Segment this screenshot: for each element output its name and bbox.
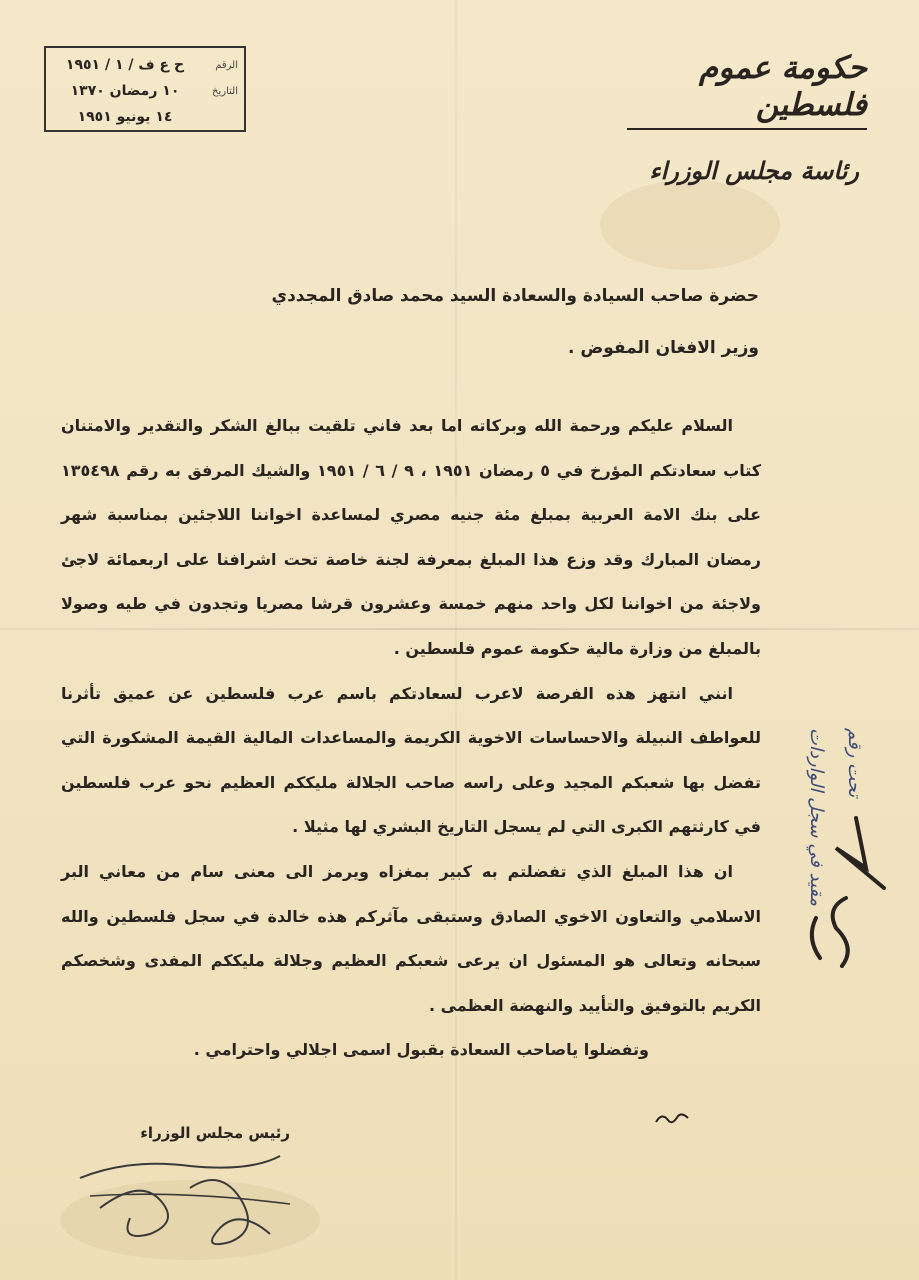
- reference-number-label: الرقم: [215, 59, 238, 71]
- reference-date-row: [52, 78, 238, 104]
- government-name: حكومة عموم فلسطين: [627, 50, 867, 130]
- initials-mark: [652, 1108, 692, 1130]
- paper-stain: [600, 180, 780, 270]
- margin-note-line-2: تحت رقم: [844, 728, 865, 798]
- signatory-title: رئيس مجلس الوزراء: [140, 1124, 290, 1142]
- margin-note-line-1: مقيد في سجل الواردات: [806, 728, 827, 907]
- reference-number-row: [52, 52, 238, 78]
- closing-line: وتفضلوا ياصاحب السعادة بقبول اسمى اجلالي واحترامي .: [193, 1040, 649, 1059]
- reference-box: [44, 46, 246, 132]
- reference-date-label: التاريخ: [212, 85, 238, 97]
- reference-date-gregorian: ١٤ يونيو ١٩٥١: [77, 109, 173, 125]
- handwritten-signature: [70, 1138, 300, 1258]
- body-paragraph-2: انني انتهز هذه الفرصة لاعرب لسعادتكم باسم عرب فلسطين عن عميق تأثرنا للعواطف النبيلة والاحساسات الاخوية الكريمة والمساعدات المالية القيمة المشكورة التي تفضل بها شعبكم المجيد وعلى راسه صاحب الجلالة مليككم العظيم نحو عرب فلسطين في كارثتهم الكبرى التي لم يسجل التاريخ البشري لها مثيلا .: [61, 683, 761, 837]
- body-paragraph-3: ان هذا المبلغ الذي تفضلتم به كبير بمغزاه ويرمز الى معنى سام من معاني البر الاسلامي والتعاون الاخوي الصادق وستبقى مآثركم هذه خالدة في سجل فلسطين والله سبحانه وتعالى هو المسئول ان يرعى شعبكم العظيم وجلالة مليككم المفدى وشخصكم الكريم بالتوفيق والتأييد والنهضة العظمى .: [61, 861, 761, 1015]
- letterhead: [627, 50, 867, 185]
- registration-number-scribble: [796, 808, 892, 968]
- addressee-line-1: حضرة صاحب السيادة والسعادة السيد محمد صادق المجددي: [271, 286, 759, 306]
- reference-number-value: ح ع ف / ١ / ١٩٥١: [65, 57, 185, 73]
- office-name: رئاسة مجلس الوزراء: [649, 156, 859, 186]
- addressee-line-2: وزير الافغان المفوض .: [567, 338, 759, 358]
- body-paragraph-1: السلام عليكم ورحمة الله وبركاته اما بعد فاني تلقيت ببالغ الشكر والتقدير والامتنان كتاب سعادتكم المؤرخ في ٥ رمضان ١٩٥١ ، ٩ / ٦ / ١٩٥١ والشيك المرفق به رقم ١٣٥٤٩٨ على بنك الامة العربية بمبلغ مئة جنيه مصري لمساعدة اخواننا اللاجئين بمناسبة شهر رمضان المبارك وقد وزع هذا المبلغ بمعرفة لجنة خاصة تحت اشرافنا على اربعمائة لاجئ ولاجئة من اخواننا لكل واحد منهم خمسة وعشرون قرشا مصريا وتجدون في طيه وصولا بالمبلغ من وزارة مالية حكومة عموم فلسطين .: [61, 416, 762, 658]
- addressee: [199, 270, 759, 374]
- reference-date-gregorian-row: [52, 104, 238, 130]
- reference-date-hijri: ١٠ رمضان ١٣٧٠: [70, 83, 180, 99]
- registration-margin-note: [796, 728, 892, 968]
- letter-body: [61, 404, 761, 1028]
